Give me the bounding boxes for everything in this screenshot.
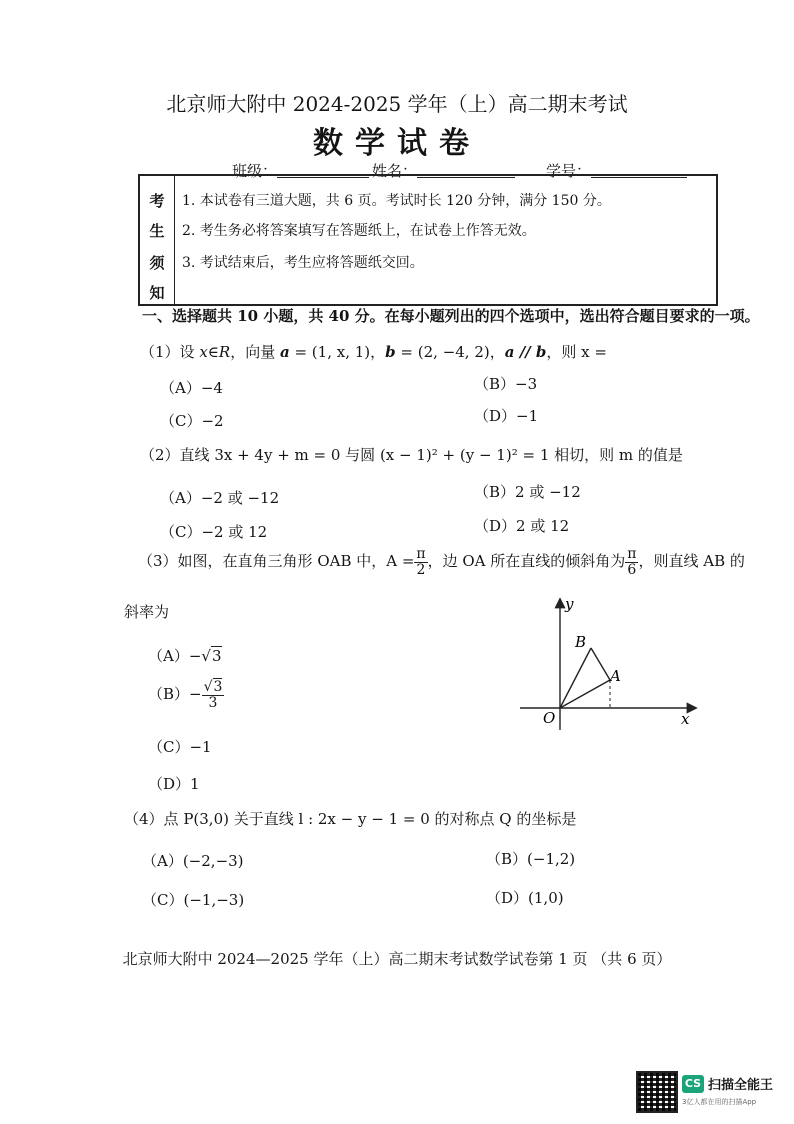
q3-text-continued: 斜率为: [124, 603, 170, 621]
q3-option-d: （D）1: [148, 775, 200, 793]
page-footer: 北京师大附中 2024—2025 学年（上）高二期末考试数学试卷第 1 页 （共 6 页）: [122, 950, 672, 968]
notice-item: 3. 考试结束后，考生应将答题纸交回。: [182, 255, 424, 271]
y-axis-label: y: [565, 595, 574, 613]
q1-option-a: （A）−4: [160, 379, 223, 397]
notice-item: 2. 考生务必将答案填写在答题纸上，在试卷上作答无效。: [182, 223, 536, 239]
fraction-denominator: 2: [416, 561, 426, 578]
camscanner-logo-icon: CS: [682, 1075, 704, 1093]
q1-domain: x∈R: [199, 343, 231, 361]
fraction-pi-over-2: [414, 547, 427, 577]
fraction-pi-over-6: [625, 547, 638, 577]
q2-text: 直线 3x + 4y + m = 0 与圆 (x − 1)² + (y − 1)² = 1 相切，则 m 的值是: [179, 446, 683, 464]
q3-option-c: （C）−1: [148, 738, 212, 756]
segment-AB: [591, 648, 610, 680]
vector-b: b: [385, 343, 396, 361]
parallel-condition: a // b: [504, 343, 547, 361]
q2-option-d: （D）2 或 12: [474, 517, 570, 535]
q1-text: ，则 x =: [546, 343, 607, 361]
fraction-sqrt3-over-3: [202, 680, 225, 710]
sqrt-radicand: 3: [211, 647, 222, 665]
section-title: 一、选择题共 10 小题，共 40 分。在每小题列出的四个选项中，选出符合题目要求的一项。: [142, 307, 760, 325]
q4-option-d: （D）(1,0): [486, 889, 564, 907]
q2-option-a: （A）−2 或 −12: [160, 489, 280, 507]
q3-text: ，则直线 AB 的: [638, 552, 745, 571]
name-field-label: 姓名：: [372, 162, 418, 180]
q3-text: ，边 OA 所在直线的倾斜角为: [427, 552, 626, 571]
fraction-denominator: 6: [627, 561, 637, 578]
q1-text: ，向量: [230, 343, 280, 361]
q3-option-a: [148, 645, 222, 666]
question-1: [140, 341, 607, 362]
q2-option-b: （B）2 或 −12: [474, 483, 581, 501]
question-3: [138, 547, 745, 577]
notice-label-char: 知: [149, 284, 165, 302]
notice-item: 1. 本试卷有三道大题，共 6 页。考试时长 120 分钟，满分 150 分。: [182, 193, 611, 209]
notice-label-char: 生: [149, 222, 165, 240]
id-field-label: 学号：: [546, 162, 592, 180]
sqrt-radicand: 3: [213, 679, 223, 695]
qr-code-icon: [636, 1071, 678, 1113]
fraction-numerator: √3: [203, 679, 223, 695]
question-number: （3）: [138, 552, 178, 571]
q1-option-c: （C）−2: [160, 412, 224, 430]
question-4: [124, 808, 576, 829]
fraction-denominator: 3: [208, 694, 218, 711]
q2-option-c: （C）−2 或 12: [160, 523, 268, 541]
vector-a: a: [279, 343, 290, 361]
question-number: （4）: [124, 810, 164, 828]
q3-option-b: [148, 680, 224, 710]
triangle-figure: [515, 590, 705, 735]
question-2: [140, 444, 683, 465]
q1-text: 设: [179, 343, 200, 361]
question-number: （2）: [140, 446, 180, 464]
q1-option-d: （D）−1: [474, 407, 539, 425]
notice-label-char: 考: [149, 192, 165, 210]
exam-title: 北京师大附中 2024-2025 学年（上）高二期末考试: [166, 92, 628, 116]
q1-text: ，: [370, 343, 386, 361]
camscanner-name: 扫描全能王: [708, 1078, 774, 1093]
notice-box: [138, 174, 718, 306]
origin-label: O: [543, 709, 556, 727]
option-label: （B）−: [148, 685, 202, 704]
q4-option-a: （A）(−2,−3): [142, 852, 244, 870]
notice-label: [140, 176, 175, 304]
fraction-numerator: π: [416, 546, 426, 562]
option-label: （A）−: [148, 647, 202, 665]
exam-subtitle: 数学试卷: [313, 126, 481, 161]
fraction-numerator: π: [627, 546, 637, 562]
class-field-label: 班级：: [232, 162, 278, 180]
vector-b-value: = (2, −4, 2): [395, 343, 490, 361]
point-A-label: A: [610, 667, 621, 685]
question-number: （1）: [140, 343, 180, 361]
camscanner-tagline: 3亿人都在用的扫描App: [682, 1098, 757, 1106]
q1-option-b: （B）−3: [474, 375, 538, 393]
x-axis-label: x: [681, 710, 690, 728]
q1-text: ，: [489, 343, 505, 361]
notice-label-char: 须: [149, 254, 165, 272]
sqrt-sign: √: [201, 647, 211, 665]
q4-option-b: （B）(−1,2): [486, 850, 576, 868]
q3-text: 如图，在直角三角形 OAB 中，A =: [177, 552, 415, 571]
q4-text: 点 P(3,0) 关于直线 l : 2x − y − 1 = 0 的对称点 Q 的坐标是: [163, 810, 577, 828]
point-B-label: B: [575, 633, 587, 651]
vector-a-value: = (1, x, 1): [289, 343, 371, 361]
q4-option-c: （C）(−1,−3): [142, 891, 245, 909]
